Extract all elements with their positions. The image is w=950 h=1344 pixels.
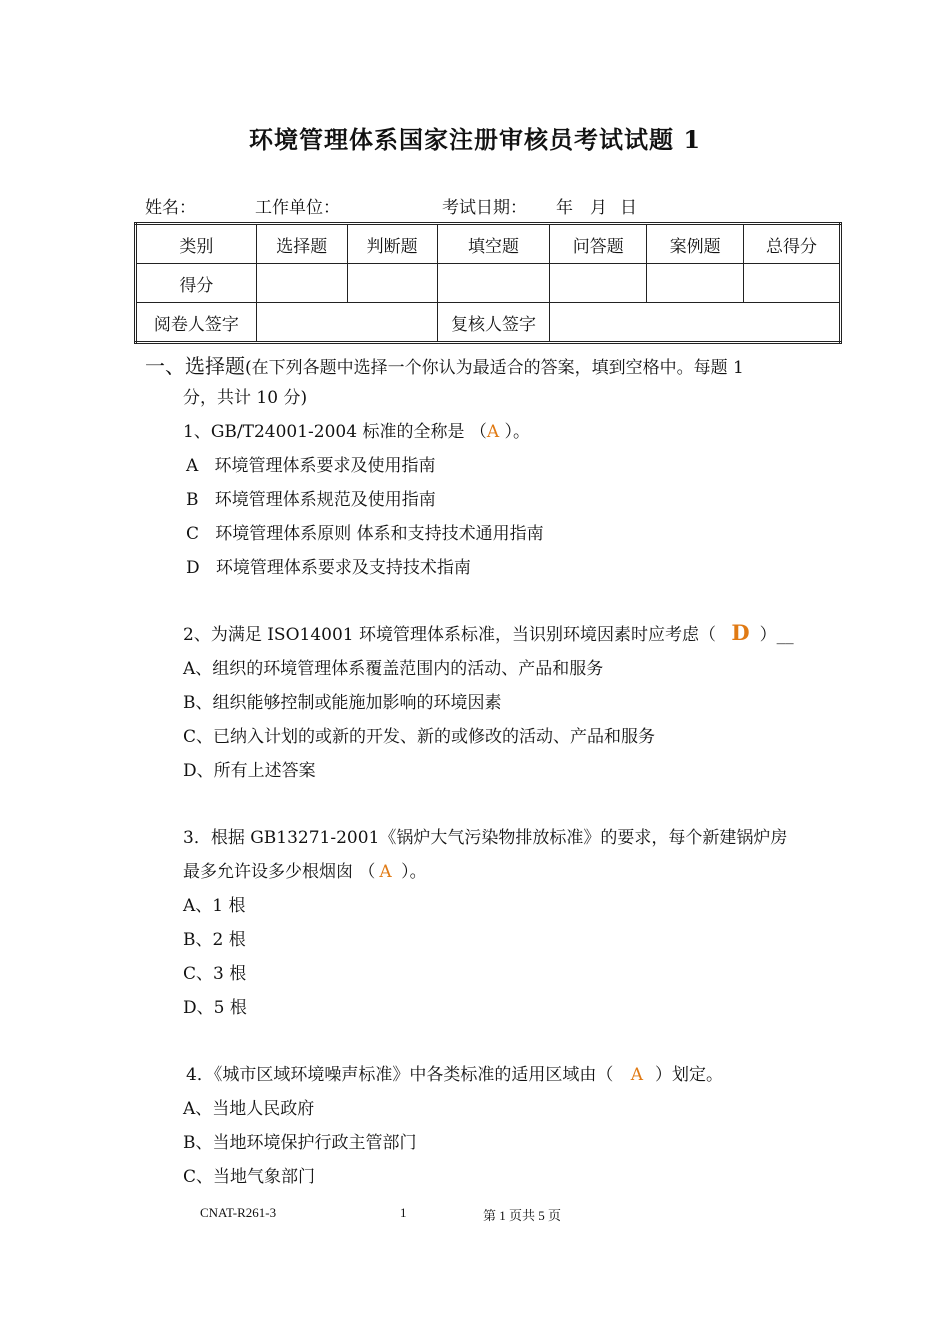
- header-judge: 判断题: [347, 224, 437, 264]
- section-heading: 一、选择题: [145, 354, 245, 378]
- score-table: [134, 222, 842, 344]
- q3-stem-a: 3．根据 GB13271-2001《锅炉大气污染物排放标准》的要求，每个新建锅炉房: [183, 828, 788, 848]
- month-label: 月: [590, 198, 607, 218]
- q4-option-a: A、当地人民政府: [183, 1099, 315, 1119]
- q2-option-c: C、已纳入计划的或新的开发、新的或修改的活动、产品和服务: [183, 727, 656, 747]
- q4-answer: A: [630, 1065, 644, 1085]
- score-cell: [256, 264, 347, 303]
- header-total: 总得分: [744, 224, 841, 264]
- score-cell: [550, 264, 647, 303]
- q1-option-b: B 环境管理体系规范及使用指南: [186, 490, 436, 510]
- q2-option-d: D、所有上述答案: [183, 761, 316, 781]
- score-cell: [437, 264, 550, 303]
- page-title: 环境管理体系国家注册审核员考试试题 1: [248, 125, 702, 154]
- q2-tail: ）__: [759, 625, 794, 645]
- q4-tail: ）划定。: [655, 1065, 724, 1085]
- year-label: 年: [556, 198, 573, 218]
- score-cell: [347, 264, 437, 303]
- q4-option-b: B、当地环境保护行政主管部门: [183, 1133, 417, 1153]
- q1-stem-line: [183, 417, 530, 442]
- table-header-row: [136, 224, 841, 264]
- section-note-a: (在下列各题中选择一个你认为最适合的答案，填到空格中。每题 1: [245, 358, 744, 378]
- section-heading-line: [145, 350, 744, 379]
- q4-stem: 4．《城市区域环境噪声标准》中各类标准的适用区域由（: [186, 1065, 614, 1085]
- q3-stem-line: [183, 857, 427, 882]
- q4-stem-line: [186, 1060, 723, 1085]
- grader-label: 阅卷人签字: [136, 303, 257, 343]
- q1-option-a: A 环境管理体系要求及使用指南: [186, 456, 436, 476]
- q2-option-b: B、组织能够控制或能施加影响的环境因素: [183, 693, 502, 713]
- footer-number: 1: [400, 1205, 407, 1220]
- day-label: 日: [620, 198, 637, 218]
- q2-option-a: A、组织的环境管理体系覆盖范围内的活动、产品和服务: [183, 659, 604, 679]
- header-qa: 问答题: [550, 224, 647, 264]
- score-cell: [744, 264, 841, 303]
- header-category: 类别: [136, 224, 257, 264]
- header-choice: 选择题: [256, 224, 347, 264]
- q2-stem: 2、为满足 ISO14001 环境管理体系标准，当识别环境因素时应考虑（: [183, 625, 717, 645]
- q2-stem-line: [183, 620, 794, 645]
- q1-tail: ）。: [499, 422, 531, 442]
- footer-page: 第 1 页共 5 页: [483, 1208, 562, 1223]
- q2-answer: D: [731, 620, 750, 645]
- q1-stem: 1、GB/T24001-2004 标准的全称是 （: [183, 422, 487, 442]
- q3-tail: ）。: [395, 862, 427, 882]
- header-case: 案例题: [647, 224, 744, 264]
- score-label: 得分: [136, 264, 257, 303]
- q3-answer: A: [379, 862, 392, 882]
- footer-code: CNAT-R261-3: [200, 1205, 277, 1220]
- table-sign-row: [136, 303, 841, 343]
- q1-answer: A: [486, 422, 500, 442]
- name-label: 姓名：: [145, 198, 196, 218]
- q3-option-c: C、3 根: [183, 964, 247, 984]
- reviewer-sign-cell: [550, 303, 841, 343]
- header-fill: 填空题: [437, 224, 550, 264]
- q1-option-d: D 环境管理体系要求及支持技术指南: [186, 558, 471, 578]
- q3-stem-b: 最多允许设多少根烟囱 （: [183, 862, 376, 882]
- table-score-row: [136, 264, 841, 303]
- q4-option-c: C、当地气象部门: [183, 1167, 316, 1187]
- q3-option-a: A、1 根: [183, 896, 246, 916]
- q3-option-d: D、5 根: [183, 998, 247, 1018]
- reviewer-label: 复核人签字: [437, 303, 550, 343]
- unit-label: 工作单位：: [255, 198, 340, 218]
- date-label: 考试日期：: [442, 198, 527, 218]
- section-note-b: 分，共计 10 分): [183, 388, 308, 408]
- grader-sign-cell: [256, 303, 437, 343]
- q1-option-c: C 环境管理体系原则 体系和支持技术通用指南: [186, 524, 544, 544]
- score-cell: [647, 264, 744, 303]
- q3-option-b: B、2 根: [183, 930, 246, 950]
